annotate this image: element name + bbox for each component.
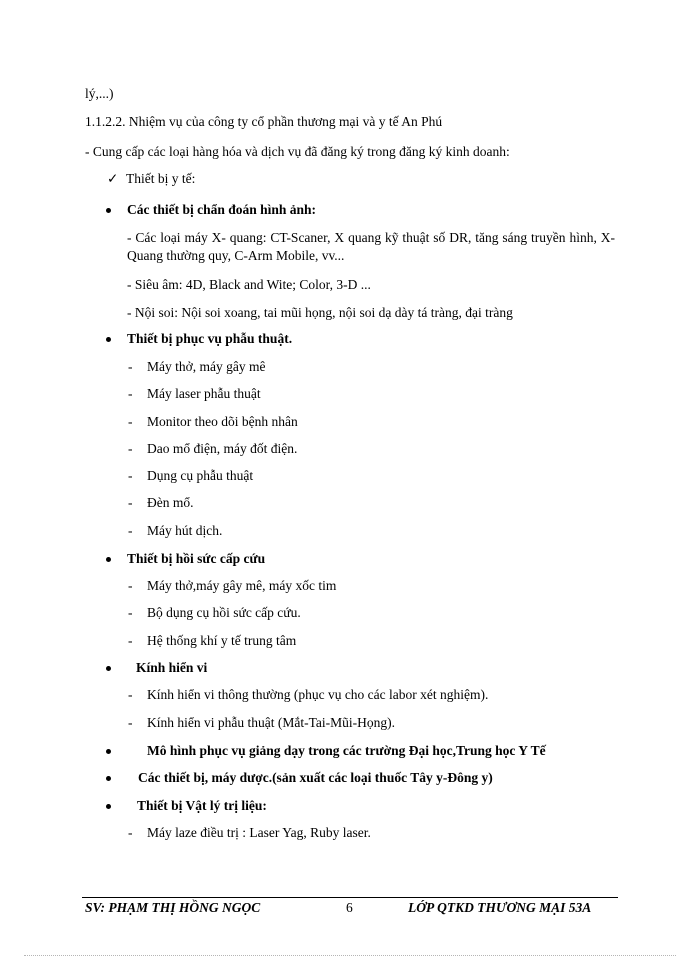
list-item: Dao mổ điện, máy đốt điện. xyxy=(147,441,298,456)
list-item: Bộ dụng cụ hồi sức cấp cứu. xyxy=(147,605,301,620)
paragraph: - Các loại máy X- quang: CT-Scaner, X quang kỹ thuật số DR, tăng sáng truyền hình, X-Quang thường quy, C-Arm Mobile, vv... xyxy=(127,230,615,263)
bullet-icon xyxy=(106,208,111,213)
list-item: Đèn mổ. xyxy=(147,495,194,510)
dash-icon: - xyxy=(128,715,133,730)
dash-icon: - xyxy=(128,633,133,648)
footer-class-name: LỚP QTKD THƯƠNG MẠI 53A xyxy=(408,900,592,915)
dash-icon: - xyxy=(128,359,133,374)
bullet-icon xyxy=(106,337,111,342)
group-title: Mô hình phục vụ giảng dạy trong các trường Đại học,Trung học Y Tế xyxy=(147,743,546,758)
bullet-icon xyxy=(106,776,111,781)
dash-icon: - xyxy=(128,441,133,456)
dash-icon: - xyxy=(128,523,133,538)
page-number: 6 xyxy=(346,900,353,915)
page-bottom-dotted-line xyxy=(24,955,676,956)
paragraph: - Siêu âm: 4D, Black and Wite; Color, 3-D ... xyxy=(127,277,371,292)
bullet-icon xyxy=(106,557,111,562)
dash-icon: - xyxy=(128,825,133,840)
section-heading: 1.1.2.2. Nhiệm vụ của công ty cổ phần thương mại và y tế An Phú xyxy=(85,114,443,129)
bullet-icon xyxy=(106,666,111,671)
group-title: Các thiết bị chẩn đoán hình ảnh: xyxy=(127,202,317,217)
footer-divider xyxy=(82,897,618,898)
group-title: Kính hiển vi xyxy=(136,660,208,675)
list-item: Kính hiển vi phẫu thuật (Mắt-Tai-Mũi-Họng). xyxy=(147,715,396,730)
dash-icon: - xyxy=(128,687,133,702)
list-item: Máy thở, máy gây mê xyxy=(147,359,266,374)
dash-icon: - xyxy=(128,468,133,483)
footer-student-name: SV: PHẠM THỊ HỒNG NGỌC xyxy=(85,900,261,915)
check-item-label: Thiết bị y tế: xyxy=(126,171,196,186)
list-item: Máy hút dịch. xyxy=(147,523,223,538)
group-title: Thiết bị hồi sức cấp cứu xyxy=(127,551,266,566)
dash-icon: - xyxy=(128,605,133,620)
group-title: Thiết bị Vật lý trị liệu: xyxy=(137,798,267,813)
group-title: Thiết bị phục vụ phẫu thuật. xyxy=(127,331,293,346)
continued-text: lý,...) xyxy=(85,86,114,101)
list-item: Máy thở,máy gây mê, máy xốc tim xyxy=(147,578,337,593)
list-item: Dụng cụ phẫu thuật xyxy=(147,468,254,483)
check-icon: ✓ xyxy=(107,171,119,186)
bullet-icon xyxy=(106,804,111,809)
list-item: Máy laser phẫu thuật xyxy=(147,386,261,401)
group-title: Các thiết bị, máy dược.(sản xuất các loại thuốc Tây y-Đông y) xyxy=(138,770,493,785)
dash-icon: - xyxy=(128,578,133,593)
paragraph: - Nội soi: Nội soi xoang, tai mũi họng, nội soi dạ dày tá tràng, đại tràng xyxy=(127,305,513,320)
list-item: Kính hiển vi thông thường (phục vụ cho các labor xét nghiệm). xyxy=(147,687,489,702)
list-item: Monitor theo dõi bệnh nhân xyxy=(147,414,298,429)
intro-paragraph: - Cung cấp các loại hàng hóa và dịch vụ đã đăng ký trong đăng ký kinh doanh: xyxy=(85,144,510,159)
list-item: Máy laze điều trị : Laser Yag, Ruby laser. xyxy=(147,825,371,840)
dash-icon: - xyxy=(128,495,133,510)
list-item: Hệ thống khí y tế trung tâm xyxy=(147,633,297,648)
bullet-icon xyxy=(106,749,111,754)
dash-icon: - xyxy=(128,386,133,401)
dash-icon: - xyxy=(128,414,133,429)
